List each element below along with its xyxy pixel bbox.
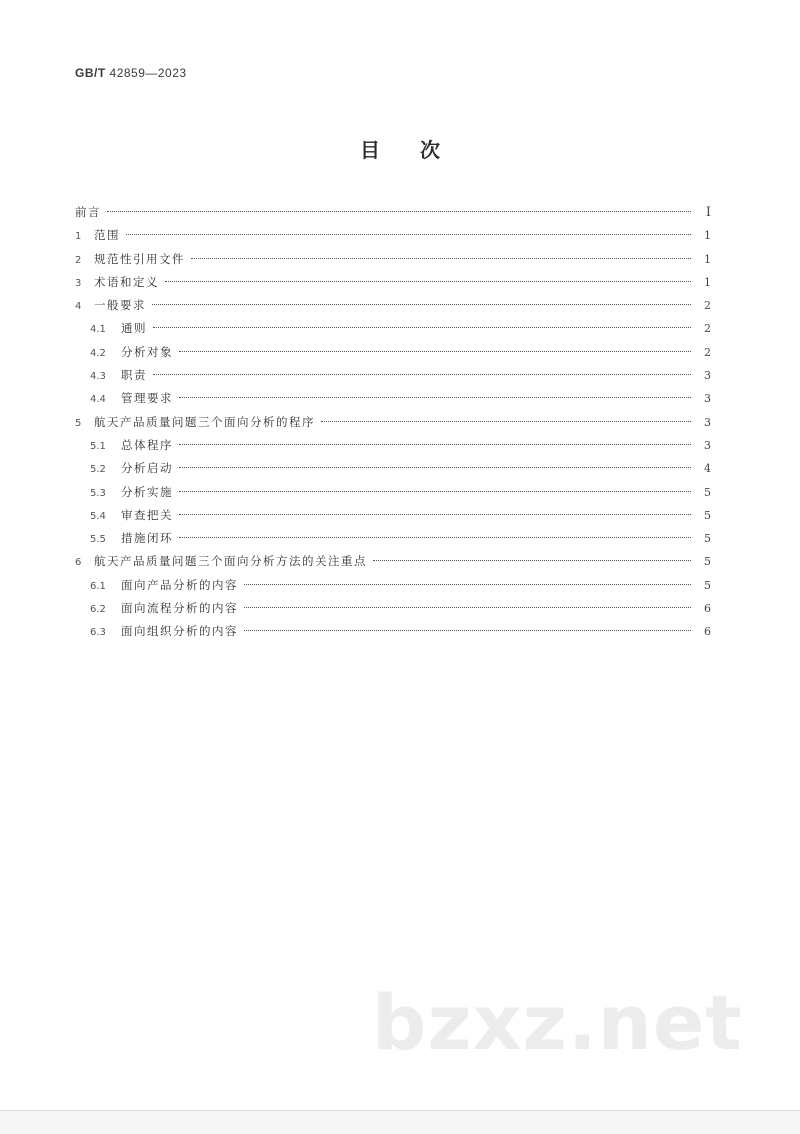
toc-leader-dots	[373, 560, 691, 561]
toc-entry-label: 范围	[94, 228, 120, 243]
toc-entry[interactable]	[75, 620, 711, 643]
toc-entry[interactable]	[75, 294, 711, 317]
toc-leader-dots	[179, 491, 691, 492]
toc-entry-number: 5.2	[90, 464, 106, 476]
toc-entry-number: 5.1	[90, 440, 106, 452]
toc-leader-dots	[152, 304, 691, 305]
toc-entry-label: 一般要求	[94, 298, 146, 313]
toc-entry-label: 面向流程分析的内容	[121, 601, 238, 616]
toc-leader-dots	[179, 351, 691, 352]
toc-entry-label: 审查把关	[121, 507, 173, 522]
toc-entry-page: 6	[704, 602, 711, 616]
toc-entry-page: 3	[704, 438, 711, 452]
toc-entry-number: 5.5	[90, 534, 106, 546]
toc-entry-number: 5.3	[90, 487, 106, 499]
toc-entry[interactable]	[75, 597, 711, 620]
toc-title: 目次	[360, 138, 480, 162]
toc-entry-number: 4.4	[90, 394, 106, 406]
toc-entry-label: 面向组织分析的内容	[121, 624, 238, 639]
toc-entry-page: 5	[704, 555, 711, 569]
toc-entry[interactable]	[75, 550, 711, 573]
toc-entry-label: 管理要求	[121, 391, 173, 406]
toc-leader-dots	[107, 211, 691, 212]
toc-leader-dots	[179, 397, 691, 398]
toc-entry[interactable]	[75, 271, 711, 294]
toc-leader-dots	[153, 374, 691, 375]
toc-entry-page: 5	[704, 508, 711, 522]
toc-entry-label: 措施闭环	[121, 531, 173, 546]
toc-entry-label: 分析对象	[121, 344, 173, 359]
toc-leader-dots	[179, 537, 691, 538]
toc-entry[interactable]	[75, 527, 711, 550]
toc-entry-page: 3	[704, 415, 711, 429]
toc-entry[interactable]	[75, 434, 711, 457]
toc-entry[interactable]	[75, 387, 711, 410]
toc-entry-page: 2	[704, 345, 711, 359]
toc-entry-page: 1	[704, 252, 711, 266]
toc-entry-number: 6	[75, 557, 82, 569]
toc-entry[interactable]	[75, 457, 711, 480]
toc-entry[interactable]	[75, 481, 711, 504]
toc-entry-page: 5	[704, 578, 711, 592]
toc-entry[interactable]	[75, 574, 711, 597]
toc-leader-dots	[191, 258, 691, 259]
toc-entry-number: 6.3	[90, 627, 106, 639]
watermark: bzxz.net	[372, 978, 743, 1067]
toc-entry-label: 通则	[121, 321, 147, 336]
toc-leader-dots	[244, 607, 691, 608]
toc-entry-number: 4	[75, 301, 82, 313]
toc-entry-page: 1	[704, 275, 711, 289]
toc-entry-label: 分析实施	[121, 484, 173, 499]
toc-entry-label: 分析启动	[121, 461, 173, 476]
toc-entry[interactable]	[75, 248, 711, 271]
toc-entry-page: 6	[704, 625, 711, 639]
toc-entry[interactable]	[75, 504, 711, 527]
toc-entry[interactable]	[75, 201, 711, 224]
toc-leader-dots	[179, 514, 691, 515]
standard-number: 42859—2023	[109, 66, 187, 80]
toc-entry[interactable]	[75, 224, 711, 247]
toc-entry-number: 1	[75, 231, 82, 243]
toc-entry-label: 术语和定义	[94, 274, 159, 289]
toc-entry-number: 5	[75, 417, 82, 429]
toc-entry-number: 6.2	[90, 604, 106, 616]
toc-entry-label: 总体程序	[121, 437, 173, 452]
toc-entry-page: 3	[704, 369, 711, 383]
toc-entry-number: 4.1	[90, 324, 106, 336]
toc-leader-dots	[126, 234, 691, 235]
toc-entry-page: 2	[704, 299, 711, 313]
toc-entry-label: 前言	[75, 205, 101, 219]
toc-leader-dots	[244, 630, 691, 631]
toc-entry-label: 航天产品质量问题三个面向分析方法的关注重点	[94, 554, 367, 569]
toc-entry-label: 面向产品分析的内容	[121, 577, 238, 592]
toc-entry-label: 职责	[121, 368, 147, 383]
standard-code	[75, 66, 187, 80]
toc-entry-label: 航天产品质量问题三个面向分析的程序	[94, 414, 315, 429]
toc-entry-page: 5	[704, 532, 711, 546]
toc-entry-page: I	[705, 205, 711, 220]
toc-leader-dots	[179, 444, 691, 445]
toc-entry-page: 3	[704, 392, 711, 406]
toc-entry-number: 3	[75, 277, 82, 289]
toc-entry-label: 规范性引用文件	[94, 251, 185, 266]
toc-entry[interactable]	[75, 341, 711, 364]
toc-entry-page: 1	[704, 229, 711, 243]
toc-entry-page: 2	[704, 322, 711, 336]
toc-entry-number: 2	[75, 254, 82, 266]
toc-leader-dots	[165, 281, 691, 282]
toc-leader-dots	[153, 327, 691, 328]
toc-entry-page: 5	[704, 485, 711, 499]
toc-entry-number: 4.2	[90, 347, 106, 359]
toc-entry-page: 4	[704, 462, 711, 476]
toc-entry[interactable]	[75, 364, 711, 387]
toc-entry-number: 4.3	[90, 371, 106, 383]
standard-prefix: GB/T	[75, 66, 106, 80]
toc-entry-number: 5.4	[90, 510, 106, 522]
table-of-contents	[75, 201, 711, 644]
toc-leader-dots	[321, 421, 691, 422]
toc-leader-dots	[244, 584, 691, 585]
toc-entry[interactable]	[75, 411, 711, 434]
toc-entry[interactable]	[75, 317, 711, 340]
toc-leader-dots	[179, 467, 691, 468]
toc-entry-number: 6.1	[90, 580, 106, 592]
